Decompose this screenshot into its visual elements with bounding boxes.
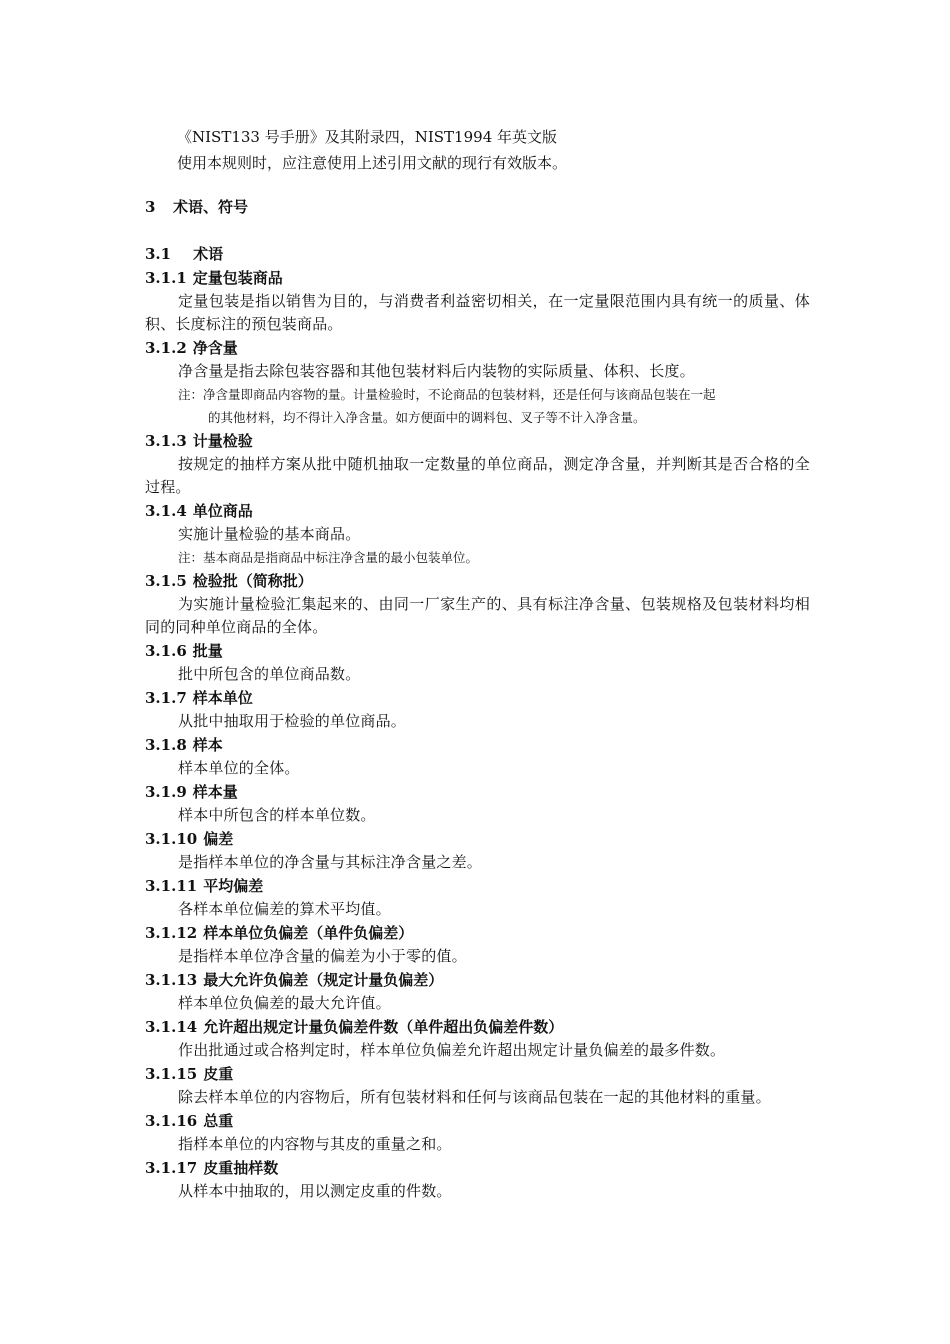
term-title: 皮重	[203, 1065, 234, 1083]
term-definition: 是指样本单位净含量的偏差为小于零的值。	[178, 947, 467, 965]
term-title: 样本量	[192, 783, 238, 801]
term-heading	[145, 921, 810, 945]
term-number: 3.1.7	[145, 689, 187, 707]
term-entry	[145, 780, 810, 827]
term-title: 检验批（简称批）	[192, 572, 313, 590]
term-number: 3.1.1	[145, 269, 187, 287]
term-entry	[145, 569, 810, 639]
term-definition: 作出批通过或合格判定时，样本单位负偏差允许超出规定计量负偏差的最多件数。	[178, 1041, 726, 1059]
term-definition: 实施计量检验的基本商品。	[178, 525, 361, 543]
term-number: 3.1.13	[145, 971, 198, 989]
term-note-line: 注：基本商品是指商品中标注净含量的最小包装单位。	[178, 550, 479, 565]
term-entry	[145, 686, 810, 733]
term-heading	[145, 336, 810, 360]
term-entry	[145, 499, 810, 569]
term-definition: 样本中所包含的样本单位数。	[178, 806, 376, 824]
term-entry	[145, 266, 810, 336]
term-definition: 从样本中抽取的，用以测定皮重的件数。	[178, 1182, 452, 1200]
term-definition: 批中所包含的单位商品数。	[178, 665, 361, 683]
usage-note-line: 使用本规则时，应注意使用上述引用文献的现行有效版本。	[177, 154, 568, 172]
term-definition: 净含量是指去除包装容器和其他包装材料后内装物的实际质量、体积、长度。	[178, 362, 695, 380]
term-heading	[145, 1015, 810, 1039]
term-entry	[145, 733, 810, 780]
term-entry	[145, 921, 810, 968]
term-heading	[145, 827, 810, 851]
term-entry	[145, 639, 810, 686]
term-note-continuation: 的其他材料，均不得计入净含量。如方便面中的调料包、叉子等不计入净含量。	[208, 410, 646, 425]
term-definition: 从批中抽取用于检验的单位商品。	[178, 712, 407, 730]
term-number: 3.1.16	[145, 1112, 198, 1130]
term-title: 净含量	[192, 339, 238, 357]
term-heading	[145, 569, 810, 593]
term-title: 单位商品	[192, 502, 253, 520]
reference-line: 《NIST133 号手册》及其附录四，NIST1994 年英文版	[177, 128, 558, 146]
term-note-line: 注：净含量即商品内容物的量。计量检验时，不论商品的包装材料，还是任何与该商品包装在一起	[178, 387, 716, 402]
term-entry	[145, 336, 810, 429]
term-number: 3.1.6	[145, 642, 187, 660]
term-title: 最大允许负偏差（规定计量负偏差）	[203, 971, 444, 989]
term-title: 批量	[192, 642, 223, 660]
term-number: 3.1.2	[145, 339, 187, 357]
term-number: 3.1.8	[145, 736, 187, 754]
term-entry	[145, 968, 810, 1015]
term-title: 样本单位	[192, 689, 253, 707]
term-heading	[145, 1156, 810, 1180]
term-heading	[145, 499, 810, 523]
term-definition: 是指样本单位的净含量与其标注净含量之差。	[178, 853, 483, 871]
term-heading	[145, 968, 810, 992]
term-title: 允许超出规定计量负偏差件数（单件超出负偏差件数）	[203, 1018, 564, 1036]
term-note	[145, 383, 810, 429]
term-definition: 样本单位负偏差的最大允许值。	[178, 994, 391, 1012]
term-definition: 指样本单位的内容物与其皮的重量之和。	[178, 1135, 452, 1153]
section-title: 术语、符号	[173, 198, 249, 216]
subsection-title: 术语	[193, 245, 224, 263]
subsection-heading	[145, 242, 810, 266]
term-title: 总重	[203, 1112, 234, 1130]
term-title: 平均偏差	[203, 877, 264, 895]
term-title: 偏差	[203, 830, 234, 848]
term-heading	[145, 429, 810, 453]
term-entry	[145, 827, 810, 874]
term-definition: 除去样本单位的内容物后，所有包装材料和任何与该商品包装在一起的其他材料的重量。	[178, 1088, 771, 1106]
term-entry	[145, 874, 810, 921]
term-number: 3.1.14	[145, 1018, 198, 1036]
term-entry	[145, 1015, 810, 1062]
term-heading	[145, 1062, 810, 1086]
term-entry	[145, 429, 810, 499]
term-title: 皮重抽样数	[203, 1159, 279, 1177]
subsection-number: 3.1	[145, 245, 172, 263]
term-note	[145, 546, 810, 569]
term-definition: 样本单位的全体。	[178, 759, 300, 777]
term-entry	[145, 1156, 810, 1203]
section-number: 3	[145, 198, 156, 216]
term-number: 3.1.5	[145, 572, 187, 590]
term-definition: 按规定的抽样方案从批中随机抽取一定数量的单位商品，测定净含量，并判断其是否合格的全过程。	[145, 455, 810, 496]
term-definition: 为实施计量检验汇集起来的、由同一厂家生产的、具有标注净含量、包装规格及包装材料均相同的同种单位商品的全体。	[145, 595, 810, 636]
term-heading	[145, 1109, 810, 1133]
term-heading	[145, 266, 810, 290]
term-entry	[145, 1109, 810, 1156]
section-heading	[145, 196, 248, 217]
term-title: 计量检验	[192, 432, 253, 450]
term-heading	[145, 639, 810, 663]
term-number: 3.1.11	[145, 877, 198, 895]
term-definition: 各样本单位偏差的算术平均值。	[178, 900, 391, 918]
terms-list	[145, 242, 810, 1203]
term-title: 定量包装商品	[192, 269, 283, 287]
term-number: 3.1.12	[145, 924, 198, 942]
term-heading	[145, 780, 810, 804]
term-title: 样本	[192, 736, 223, 754]
term-entry	[145, 1062, 810, 1109]
intro-block	[145, 124, 815, 176]
term-number: 3.1.4	[145, 502, 187, 520]
term-heading	[145, 874, 810, 898]
term-number: 3.1.10	[145, 830, 198, 848]
term-number: 3.1.15	[145, 1065, 198, 1083]
term-number: 3.1.9	[145, 783, 187, 801]
term-definition: 定量包装是指以销售为目的，与消费者利益密切相关，在一定量限范围内具有统一的质量、体积、长度标注的预包装商品。	[145, 292, 810, 333]
term-title: 样本单位负偏差（单件负偏差）	[203, 924, 414, 942]
term-number: 3.1.3	[145, 432, 187, 450]
term-heading	[145, 686, 810, 710]
term-heading	[145, 733, 810, 757]
term-number: 3.1.17	[145, 1159, 198, 1177]
term-container	[145, 266, 810, 1203]
